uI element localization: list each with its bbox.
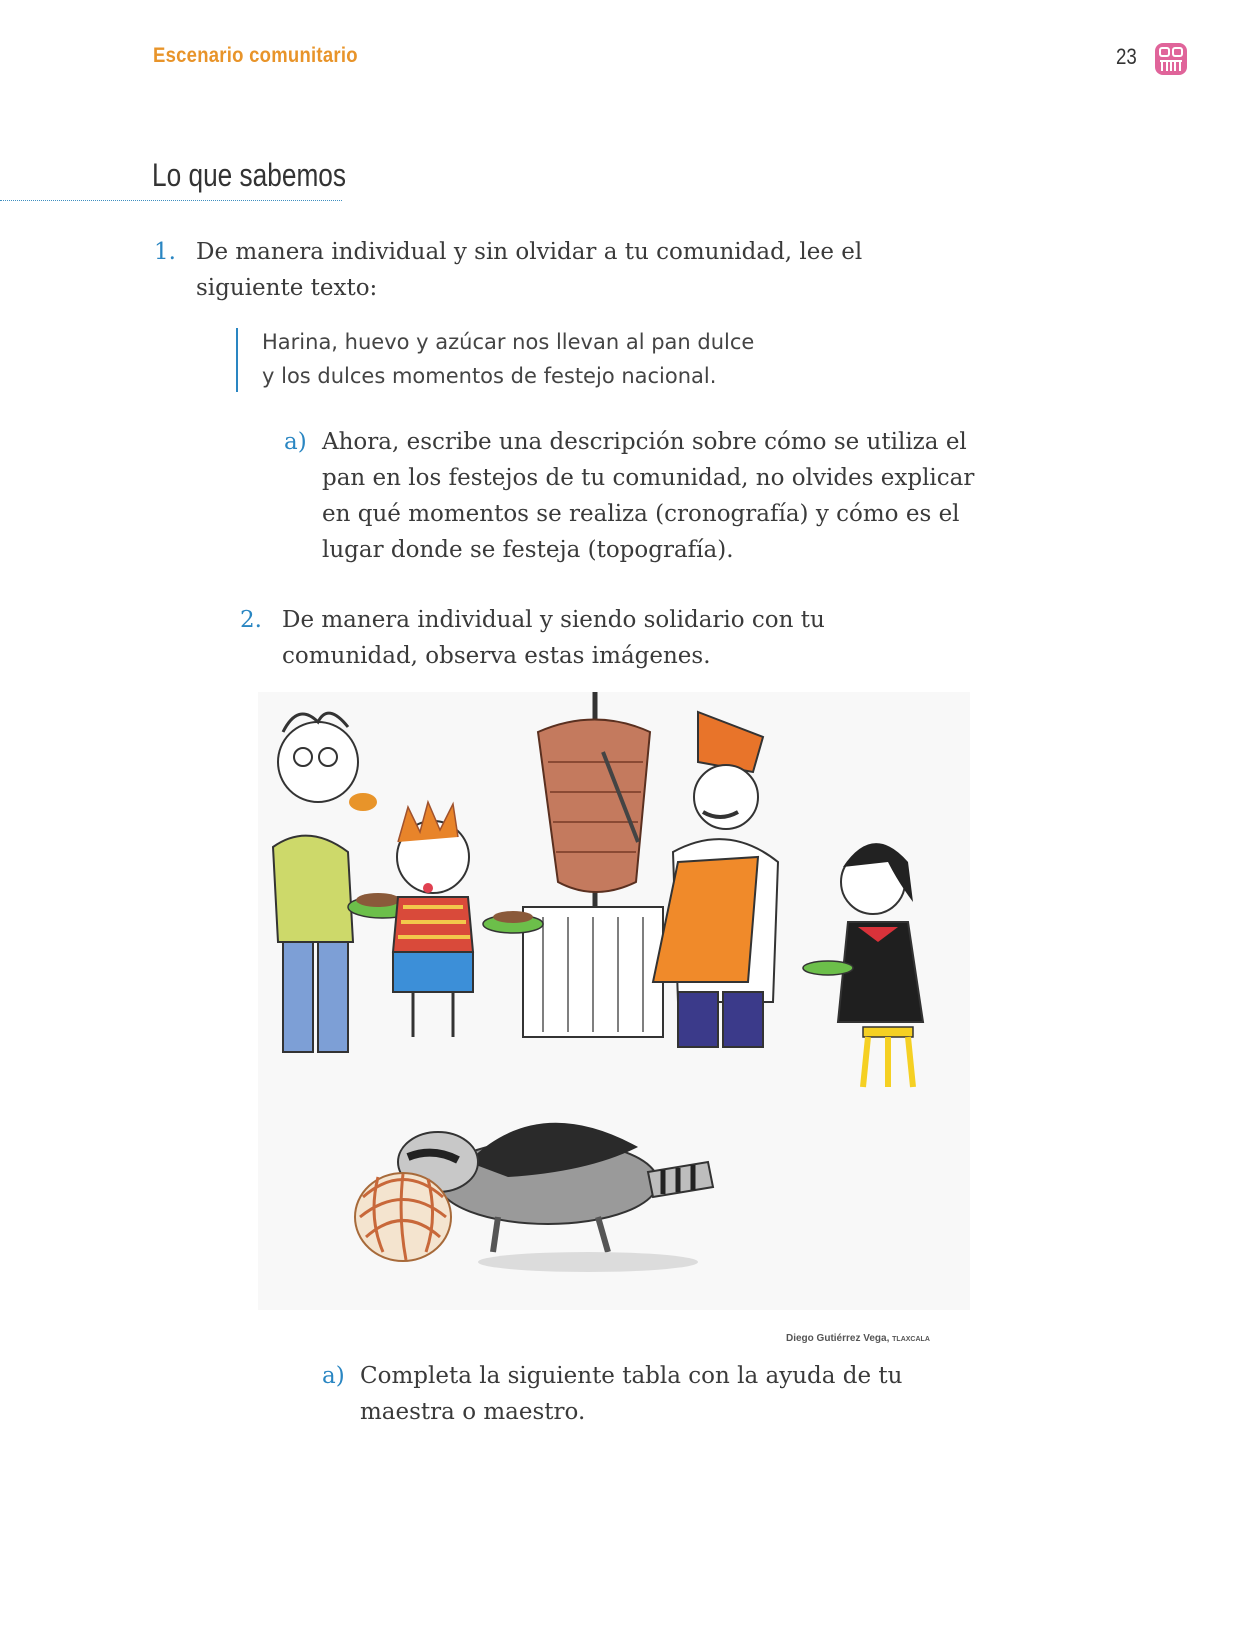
activity-1-text: De manera individual y sin olvidar a tu comunidad, lee el siguiente texto: [196,239,863,301]
counter-box [523,907,663,1037]
page-number: 23 [1116,44,1137,69]
quote-line-1: Harina, huevo y azúcar nos llevan al pan dulce [262,330,755,354]
quote-bar [236,328,238,392]
quote-line-2: y los dulces momentos de festejo nacional. [262,364,717,388]
activity-2a-letter: a) [322,1363,345,1389]
illustration-taco-stand [258,692,970,1310]
quote-text [262,325,962,393]
activity-1a-letter: a) [284,429,307,455]
activity-2a-text: Completa la siguiente tabla con la ayuda de tu maestra o maestro. [360,1363,903,1425]
header-section-label: Escenario comunitario [153,44,358,67]
activity-1a-text: Ahora, escribe una descripción sobre cómo se utiliza el pan en los festejos de tu comunidad, no olvides explicar en qué momentos se realiza (cronografía) y cómo es el lugar donde se festeja (topografía). [322,429,975,563]
section-title: Lo que sabemos [152,157,347,193]
concha-bread [355,1173,451,1261]
activity-2-text: De manera individual y siendo solidario con tu comunidad, observa estas imágenes. [282,607,825,669]
codex-glyph-icon [1154,42,1188,76]
credit-name: Diego Gutiérrez Vega, [786,1333,890,1344]
activity-2-number: 2. [240,607,262,633]
illustration-credit [786,1333,930,1344]
credit-place: TLAXCALA [892,1336,930,1343]
section-divider [0,200,342,201]
activity-1-number: 1. [154,239,176,265]
